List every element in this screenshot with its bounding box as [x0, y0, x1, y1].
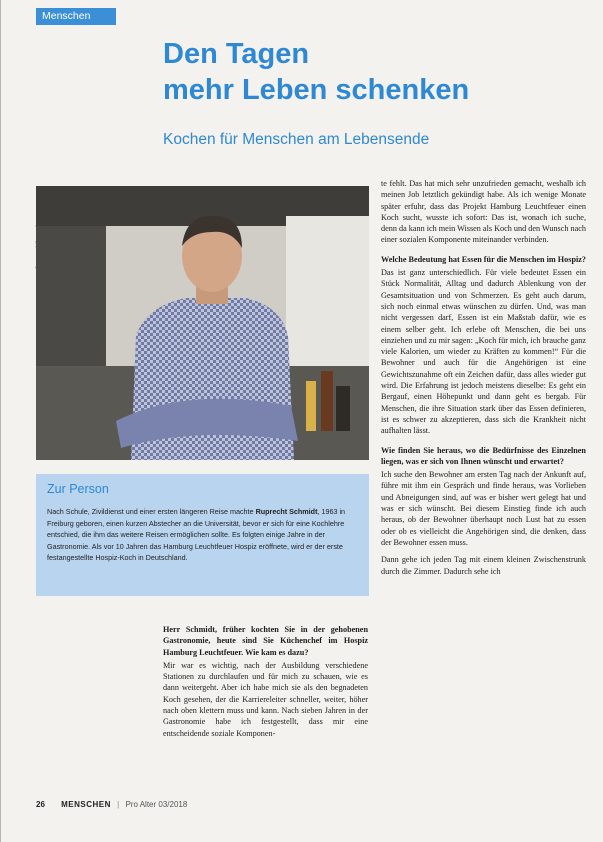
- profile-box-text: [47, 506, 358, 564]
- page-number: 26: [36, 800, 45, 809]
- answer-1-continued: te fehlt. Das hat mich sehr unzufrieden gemacht, weshalb ich meinen Job letztlich gekündigt habe. Als ich wenige Monate später erfuhr, dass das Projekt Hamburg Leuchtfeuer einen Koch sucht, wusste ich sofort: Das ist, wonach ich suche, denn da kann ich mein Wissen als Koch und den Wunsch nach einer sozialen Komponente miteinander verbinden.: [381, 179, 586, 245]
- portrait-illustration: [36, 186, 369, 460]
- scan-edge: [0, 0, 1, 842]
- footer-section: MENSCHEN: [61, 800, 111, 809]
- answer-1: Mir war es wichtig, nach der Ausbildung verschiedene Stationen zu durchlaufen und für mich zu schauen, wie es dann weitergeht. Aber ich habe mich sie als den begnadeten Koch gesehen, der die Karriereleiter schneller, weiter, höher nach oben klettern muss und kann. Nach sieben Jahren in der Gastronomie habe ich festgestellt, dass mir eine entscheidende soziale Komponen-: [163, 660, 368, 738]
- footer-divider: |: [117, 800, 120, 809]
- article-title: [163, 36, 469, 108]
- middle-column: [163, 616, 368, 745]
- right-column: [381, 178, 586, 583]
- profile-box: [36, 474, 369, 596]
- profile-name: Ruprecht Schmidt: [255, 507, 318, 516]
- profile-box-title: Zur Person: [47, 482, 109, 496]
- title-line-2: mehr Leben schenken: [163, 74, 470, 106]
- profile-text-after: , 1963 in Freiburg geboren, einen kurzen Abstecher an die Universität, bevor er sich für eine Kochlehre entschied, die ihm das weitere Reisen ermöglichen sollte. Es folgten einige Jahre in der Gastronomie. Als vor 10 Jahren das Hamburg Leuchtfeuer Hospiz eröffnete, wird er der erste festangestellte Hospiz-Koch in Deutschland.: [47, 507, 346, 563]
- article-subtitle: Kochen für Menschen am Lebensende: [163, 131, 430, 148]
- portrait-photo: [36, 186, 369, 460]
- question-3: Wie finden Sie heraus, wo die Bedürfnisse des Einzelnen liegen, was er sich von Ihnen wünscht und erwartet?: [381, 445, 586, 466]
- section-tag: Menschen: [36, 8, 116, 25]
- title-line-1: Den Tagen: [163, 38, 310, 70]
- page-footer: [36, 800, 187, 809]
- answer-2: Das ist ganz unterschiedlich. Für viele bedeutet Essen ein Stück Normalität, Alltag und dadurch Ablenkung von der Gesamtsituation und von Schmerzen. Es geht auch darum, sich noch einmal etwas wünschen zu dürfen. Und, was man nicht vergessen darf, Essen ist ein Maßstab dafür, wie es einem selber geht. Ich erlebe oft Menschen, die bei uns einziehen und zu mir sagen: „Koch für mich, ich brauche ganz viele Kalorien, um wieder zu Kräften zu kommen!“ Für die Bewohner und auch für die Angehörigen ist eine Gewichtszunahme oft ein Zeichen dafür, dass alles wieder gut wird. Die Erfahrung ist jedoch meistens dieselbe: Es geht ein Bergauf, einen Höhepunkt und dann geht es bergab. Für Menschen, die ihre Situation stark über das Essen definieren, ist es schwer zu akzeptieren, dass sich die Krankheit nicht aufhalten lässt.: [381, 268, 586, 436]
- answer-3: Ich suche den Bewohner am ersten Tag nach der Ankunft auf, führe mit ihm ein Gespräch und finde heraus, was Vorlieben und Abneigungen sind, auf was er bisher wert gelegt hat und was er sich wünscht. Bei diesem Einstieg finde ich auch heraus, ob der Bewohner überhaupt noch Lust hat zu essen oder ob es vielleicht die Angehörigen sind, die denken, dass der Bewohner essen muss.: [381, 470, 586, 547]
- question-2: Welche Bedeutung hat Essen für die Menschen im Hospiz?: [381, 254, 587, 264]
- profile-text-before: Nach Schule, Zivildienst und einer ersten längeren Reise machte: [47, 507, 256, 516]
- answer-3-continued: Dann gehe ich jeden Tag mit einem kleinen Zwischenstrunk durch die Zimmer. Dadurch sehe ich: [381, 555, 586, 576]
- question-1: Herr Schmidt, früher kochten Sie in der gehobenen Gastronomie, heute sind Sie Küchenchef im Hospiz Hamburg Leuchtfeuer. Wie kam es dazu?: [163, 625, 368, 657]
- footer-issue: Pro Alter 03/2018: [125, 800, 188, 809]
